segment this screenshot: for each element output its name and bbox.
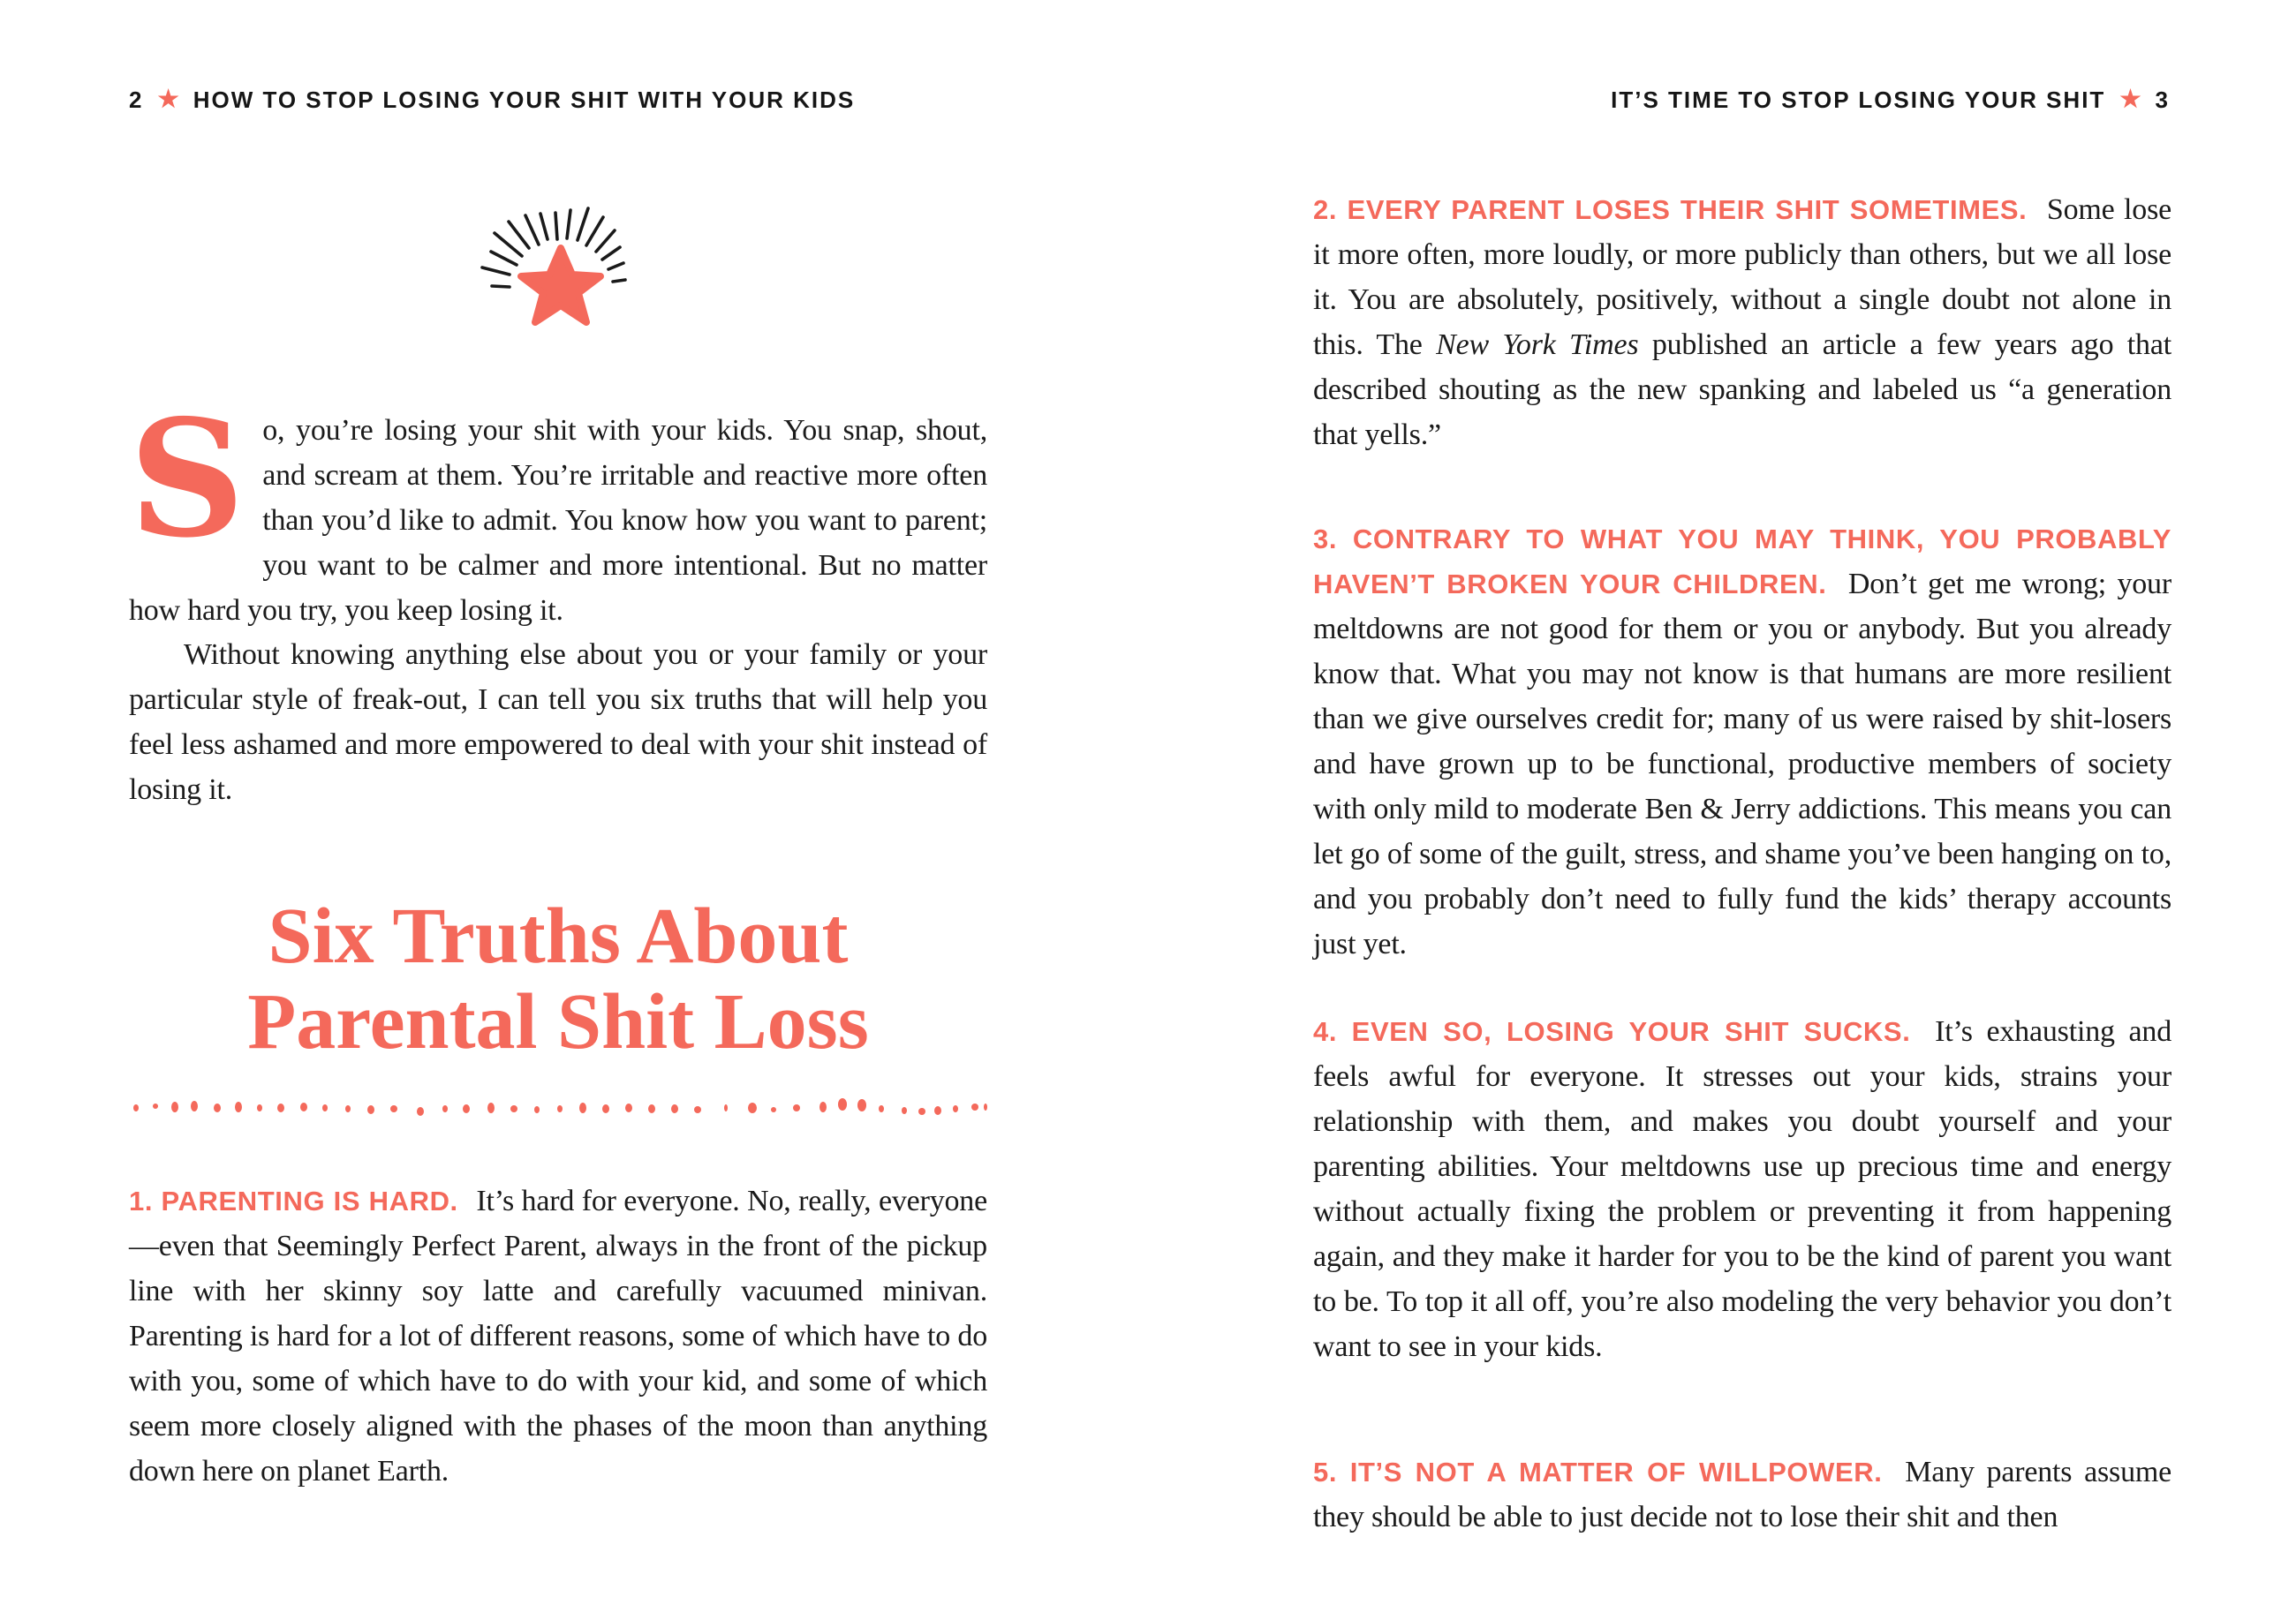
right-running-head bbox=[1611, 87, 2170, 114]
section-2-body-end: published an article a few years ago that described shouting as the new spanking and labeled us “a generation that yells.” bbox=[1313, 328, 2171, 451]
section-2 bbox=[1313, 187, 2171, 457]
section-5-body: Many parents assume they should be able to just decide not to lose their shit and then bbox=[1313, 1456, 2172, 1533]
chapter-heading bbox=[129, 893, 987, 1065]
section-4 bbox=[1313, 1009, 2171, 1369]
section-1-label: 1. PARENTING IS HARD. bbox=[129, 1186, 458, 1217]
section-2-italic-title: New York Times bbox=[1436, 328, 1639, 361]
section-4-label: 4. EVEN SO, LOSING YOUR SHIT SUCKS. bbox=[1313, 1016, 1911, 1047]
intro-paragraph-2 bbox=[129, 632, 987, 812]
section-3 bbox=[1313, 516, 2171, 967]
dropcap-letter: S bbox=[129, 384, 245, 573]
section-1 bbox=[129, 1179, 987, 1494]
section-1-body: It’s hard for everyone. No, really, everyone—even that Seemingly Perfect Parent, always in the front of the pickup line with her skinny soy latte and carefully vacuumed minivan. Parenting is hard for a lot of different reasons, some of which have to do with you, some of which have to do with your kid, and some of which seem more closely aligned with the phases of the moon than anything down here on planet Earth. bbox=[129, 1185, 987, 1488]
star-icon: ★ bbox=[157, 86, 179, 112]
dotted-divider bbox=[129, 1096, 987, 1119]
intro-paragraph bbox=[129, 384, 987, 633]
starburst-icon bbox=[459, 199, 667, 340]
section-2-label: 2. EVERY PARENT LOSES THEIR SHIT SOMETIMES. bbox=[1313, 194, 2028, 225]
right-running-title: IT’S TIME TO STOP LOSING YOUR SHIT bbox=[1611, 87, 2106, 113]
section-2-body-start: Some lose it more often, more loudly, or more publicly than others, but we all lose it. You are absolutely, positively, without a single doubt not alone in this. The bbox=[1313, 193, 2171, 361]
intro-paragraph-text: o, you’re losing your shit with your kids. You snap, shout, and scream at them. You’re irritable and reactive more often than you’d like to admit. You know how you want to parent; you want to be calmer and more intentional. But no matter how hard you try, you keep losing it. bbox=[129, 414, 987, 627]
section-5-label: 5. IT’S NOT A MATTER OF WILLPOWER. bbox=[1313, 1457, 1883, 1488]
section-3-label: 3. CONTRARY TO WHAT YOU MAY THINK, YOU PROBABLY HAVEN’T BROKEN YOUR CHILDREN. bbox=[1313, 524, 2171, 599]
section-3-body: Don’t get me wrong; your meltdowns are not good for them or you or anybody. But you already know that. What you may not know is that humans are more resilient than we give ourselves credit for; many of us were raised by shit-losers and have grown up to be functional, productive members of society with only mild to moderate Ben & Jerry addictions. This means you can let go of some of the guilt, stress, and shame you’ve been hanging on to, and you probably don’t need to fully fund the kids’ therapy accounts just yet. bbox=[1313, 568, 2171, 960]
section-5 bbox=[1313, 1450, 2171, 1540]
left-running-title: HOW TO STOP LOSING YOUR SHIT WITH YOUR KIDS bbox=[193, 87, 856, 113]
chapter-heading-line2: Parental Shit Loss bbox=[247, 978, 869, 1066]
right-page-number: 3 bbox=[2155, 87, 2170, 113]
left-page-number: 2 bbox=[129, 87, 144, 113]
left-running-head bbox=[129, 87, 855, 114]
star-icon: ★ bbox=[2119, 86, 2141, 112]
intro-paragraph-2-text: Without knowing anything else about you or your family or your particular style of freak-out, I can tell you six truths that will help you feel less ashamed and more empowered to deal with your shit instead of losing it. bbox=[129, 638, 987, 806]
chapter-heading-line1: Six Truths About bbox=[268, 893, 849, 980]
section-4-body: It’s exhausting and feels awful for everyone. It stresses out your kids, strains your relationship with them, and makes you doubt yourself and your parenting abilities. Your meltdowns use up precious time and energy without actually fixing the problem or preventing it from happening again, and they make it harder for you to be the kind of parent you want to be. To top it all off, you’re also modeling the very behavior you don’t want to see in your kids. bbox=[1313, 1015, 2171, 1363]
